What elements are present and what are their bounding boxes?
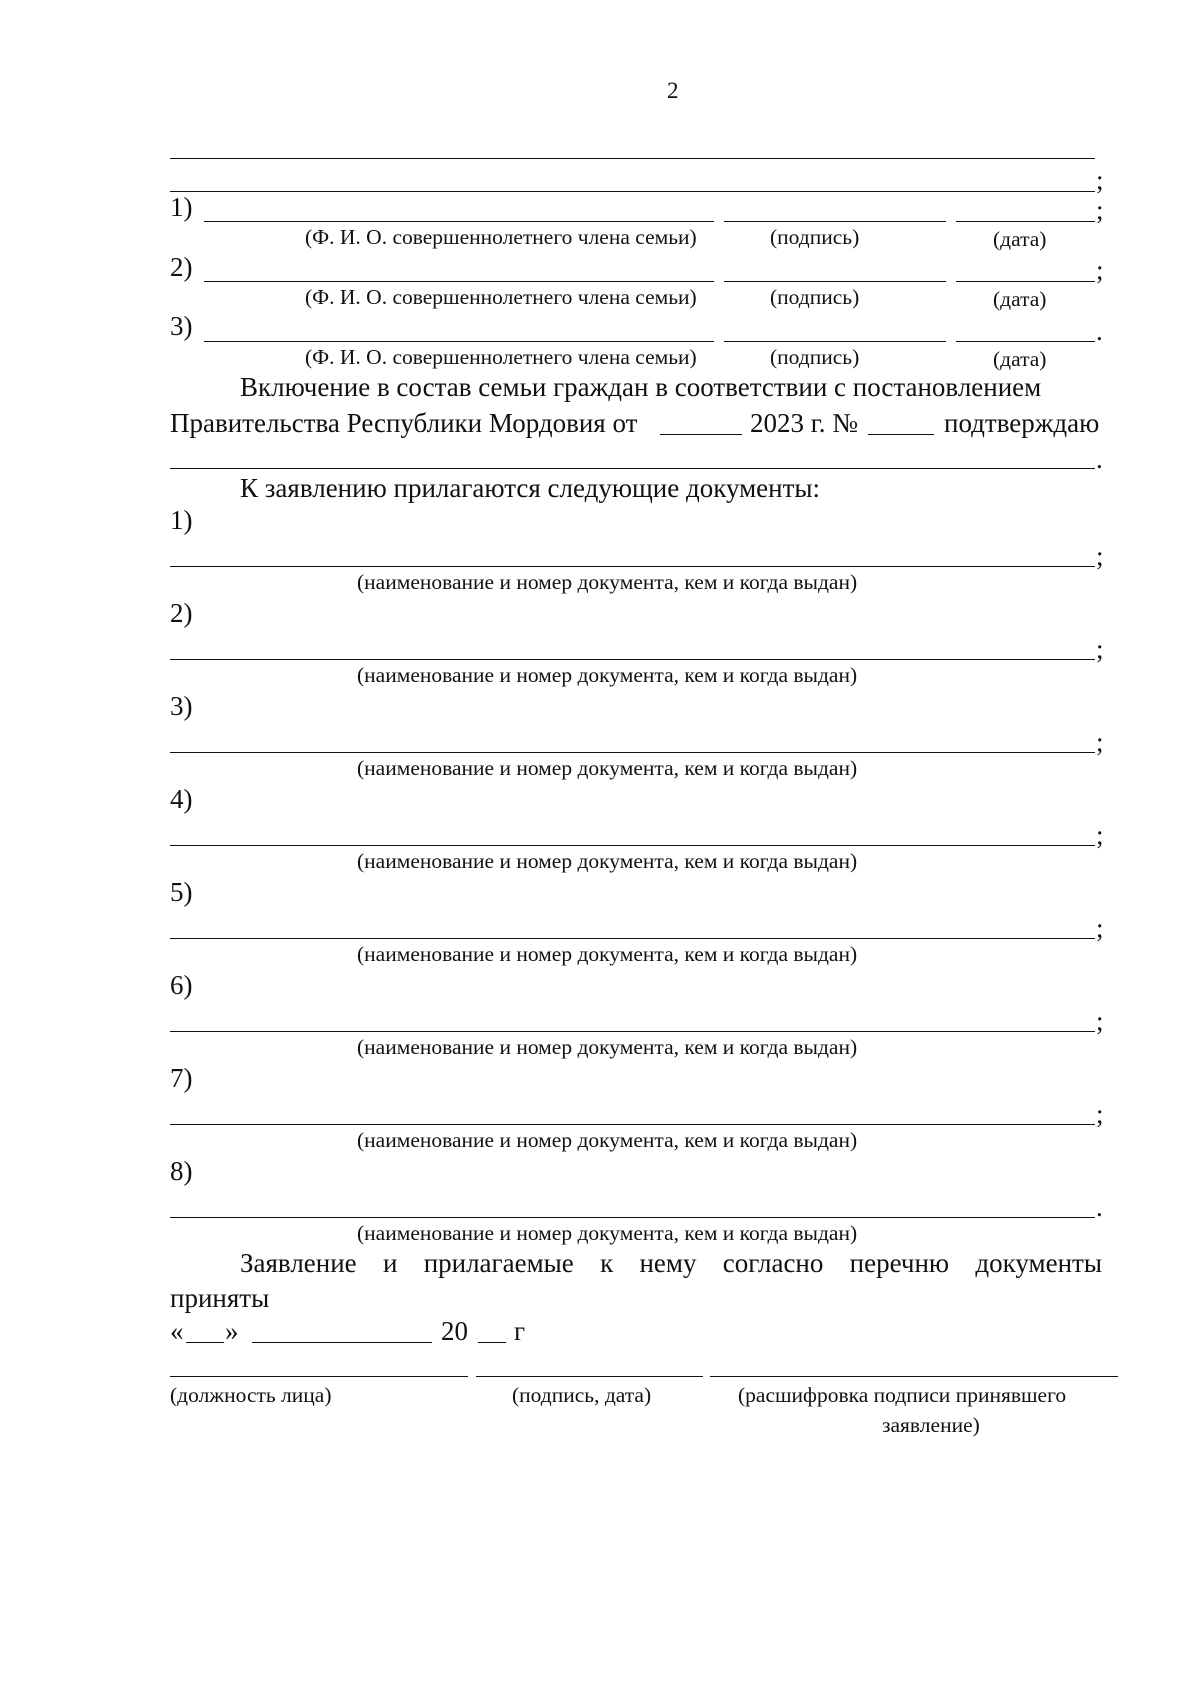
punctuation: ; [1096,727,1104,757]
punctuation: . [1096,1192,1103,1222]
attachment-number: 3) [170,691,193,721]
accept-month-field[interactable] [252,1342,432,1343]
attachment-field-1[interactable] [170,566,1095,567]
acceptance-word: прилагаемые [423,1248,574,1278]
attachment-field-5[interactable] [170,938,1095,939]
attachment-field-6[interactable] [170,1031,1095,1032]
attachment-caption: (наименование и номер документа, кем и когда выдан) [357,849,858,873]
date-open-quote: « [170,1316,184,1346]
punctuation: ; [1096,165,1104,195]
acceptance-word: согласно [722,1248,824,1278]
acceptance-word: Заявление [240,1248,357,1278]
signature-caption: (подпись) [770,345,860,369]
position-caption: (должность лица) [170,1383,332,1407]
acceptance-word: к [600,1248,614,1278]
date-caption: (дата) [993,227,1047,251]
signature-decode-field[interactable] [710,1376,1118,1377]
punctuation: ; [1096,634,1104,664]
punctuation: ; [1096,1006,1104,1036]
attachment-caption: (наименование и номер документа, кем и когда выдан) [357,1035,858,1059]
attachment-number: 4) [170,784,193,814]
date-field-3[interactable] [956,341,1095,342]
confirmation-signature-field[interactable] [170,468,1095,469]
resolution-date-field[interactable] [660,434,742,435]
punctuation: ; [1096,1099,1104,1129]
accept-day-field[interactable] [186,1342,224,1343]
family-member-number: 1) [170,192,193,222]
attachment-caption: (наименование и номер документа, кем и когда выдан) [357,942,858,966]
inclusion-text-line1: Включение в состав семьи граждан в соответствии с постановлением [240,372,1042,402]
year-prefix: 20 [441,1316,468,1346]
signature-field-3[interactable] [724,341,946,342]
attachment-number: 7) [170,1063,193,1093]
fio-field-3[interactable] [204,341,714,342]
punctuation: . [1096,444,1103,474]
blank-line-top-2[interactable] [170,191,1095,192]
acceptance-word: нему [639,1248,697,1278]
attachment-caption: (наименование и номер документа, кем и когда выдан) [357,1128,858,1152]
signature-field-1[interactable] [724,221,946,222]
fio-caption: (Ф. И. О. совершеннолетнего члена семьи) [305,285,697,309]
attachment-caption: (наименование и номер документа, кем и когда выдан) [357,663,858,687]
attachment-field-7[interactable] [170,1124,1095,1125]
year-suffix: г [514,1316,526,1346]
attachment-field-8[interactable] [170,1217,1095,1218]
acceptance-word: и [382,1248,398,1278]
signature-decode-caption-2: заявление) [882,1413,980,1437]
fio-field-2[interactable] [204,281,714,282]
attachment-field-4[interactable] [170,845,1095,846]
attachment-caption: (наименование и номер документа, кем и когда выдан) [357,1221,858,1245]
fio-caption: (Ф. И. О. совершеннолетнего члена семьи) [305,345,697,369]
fio-caption: (Ф. И. О. совершеннолетнего члена семьи) [305,225,697,249]
signature-date-caption: (подпись, дата) [512,1383,652,1407]
acceptance-text-line2: приняты [170,1283,270,1313]
family-member-number: 2) [170,252,193,282]
date-field-2[interactable] [956,281,1095,282]
date-field-1[interactable] [956,221,1095,222]
position-field[interactable] [170,1376,468,1377]
signature-date-field[interactable] [476,1376,703,1377]
date-close-quote: » [225,1316,239,1346]
blank-line-top-1[interactable] [170,158,1095,159]
attachment-number: 2) [170,598,193,628]
page-number: 2 [667,78,679,103]
inclusion-text-line2: Правительства Республики Мордовия от [170,408,638,438]
attachment-number: 5) [170,877,193,907]
signature-field-2[interactable] [724,281,946,282]
punctuation: ; [1096,195,1104,225]
punctuation: ; [1096,255,1104,285]
accept-year-field[interactable] [478,1342,506,1343]
punctuation: ; [1096,820,1104,850]
attachment-number: 1) [170,505,193,535]
resolution-number-field[interactable] [868,434,934,435]
punctuation: . [1096,316,1103,346]
attachment-field-3[interactable] [170,752,1095,753]
acceptance-word: документы [975,1248,1102,1278]
inclusion-year: 2023 г. № [750,408,859,438]
acceptance-text-line1 [170,1248,1102,1279]
attachment-caption: (наименование и номер документа, кем и когда выдан) [357,756,858,780]
signature-caption: (подпись) [770,285,860,309]
inclusion-confirm: подтверждаю [944,408,1100,438]
date-caption: (дата) [993,347,1047,371]
punctuation: ; [1096,913,1104,943]
attachment-caption: (наименование и номер документа, кем и когда выдан) [357,570,858,594]
signature-caption: (подпись) [770,225,860,249]
attachments-heading: К заявлению прилагаются следующие документы: [240,473,821,503]
family-member-number: 3) [170,311,193,341]
acceptance-word: перечню [849,1248,950,1278]
attachment-number: 8) [170,1156,193,1186]
fio-field-1[interactable] [204,221,714,222]
signature-decode-caption: (расшифровка подписи принявшего [738,1383,1067,1407]
attachment-number: 6) [170,970,193,1000]
attachment-field-2[interactable] [170,659,1095,660]
date-caption: (дата) [993,287,1047,311]
punctuation: ; [1096,541,1104,571]
